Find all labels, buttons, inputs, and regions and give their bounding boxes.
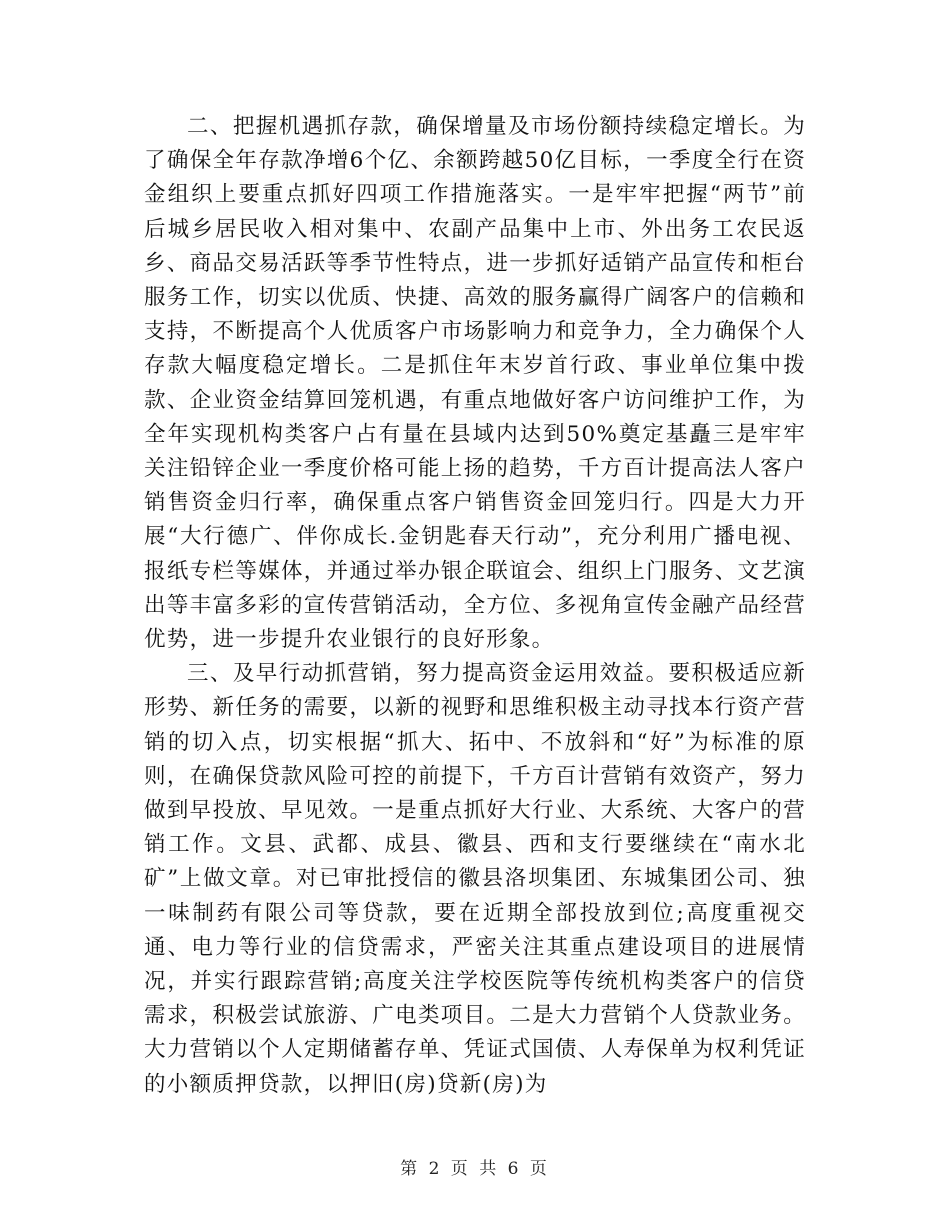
paragraph-deposits: 二、把握机遇抓存款，确保增量及市场份额持续稳定增长。为了确保全年存款净增6个亿、余额跨越50亿目标，一季度全行在资金组织上要重点抓好四项工作措施落实。一是牢牢把握“两节”前后城乡居民收入相对集中、农副产品集中上市、外出务工农民返乡、商品交易活跃等季节性特点，进一步抓好适销产品宣传和柜台服务工作，切实以优质、快捷、高效的服务赢得广阔客户的信赖和支持，不断提高个人优质客户市场影响力和竞争力，全力确保个人存款大幅度稳定增长。二是抓住年末岁首行政、事业单位集中拨款、企业资金结算回笼机遇，有重点地做好客户访问维护工作，为全年实现机构类客户占有量在县域内达到50%奠定基矗三是牢牢关注铅锌企业一季度价格可能上扬的趋势，千方百计提高法人客户销售资金归行率，确保重点客户销售资金回笼归行。四是大力开展“大行德广、伴你成长.金钥匙春天行动”，充分利用广播电视、报纸专栏等媒体，并通过举办银企联谊会、组织上门服务、文艺演出等丰富多彩的宣传营销活动，全方位、多视角宣传金融产品经营优势，进一步提升农业银行的良好形象。	[144, 114, 806, 653]
document-body	[144, 110, 806, 1102]
paragraph-marketing: 三、及早行动抓营销，努力提高资金运用效益。要积极适应新形势、新任务的需要，以新的视野和思维积极主动寻找本行资产营销的切入点，切实根据“抓大、拓中、不放斜和“好”为标准的原则，在确保贷款风险可控的前提下，千方百计营销有效资产，努力做到早投放、早见效。一是重点抓好大行业、大系统、大客户的营销工作。文县、武都、成县、徽县、西和支行要继续在“南水北矿”上做文章。对已审批授信的徽县洛坝集团、东城集团公司、独一味制药有限公司等贷款，要在近期全部投放到位;高度重视交通、电力等行业的信贷需求，严密关注其重点建设项目的进展情况，并实行跟踪营销;高度关注学校医院等传统机构类客户的信贷需求，积极尝试旅游、广电类项目。二是大力营销个人贷款业务。大力营销以个人定期储蓄存单、凭证式国债、人寿保单为权利凭证的小额质押贷款，以押旧(房)贷新(房)为	[144, 661, 806, 1097]
page-number-footer: 第 2 页 共 6 页	[400, 1159, 550, 1179]
